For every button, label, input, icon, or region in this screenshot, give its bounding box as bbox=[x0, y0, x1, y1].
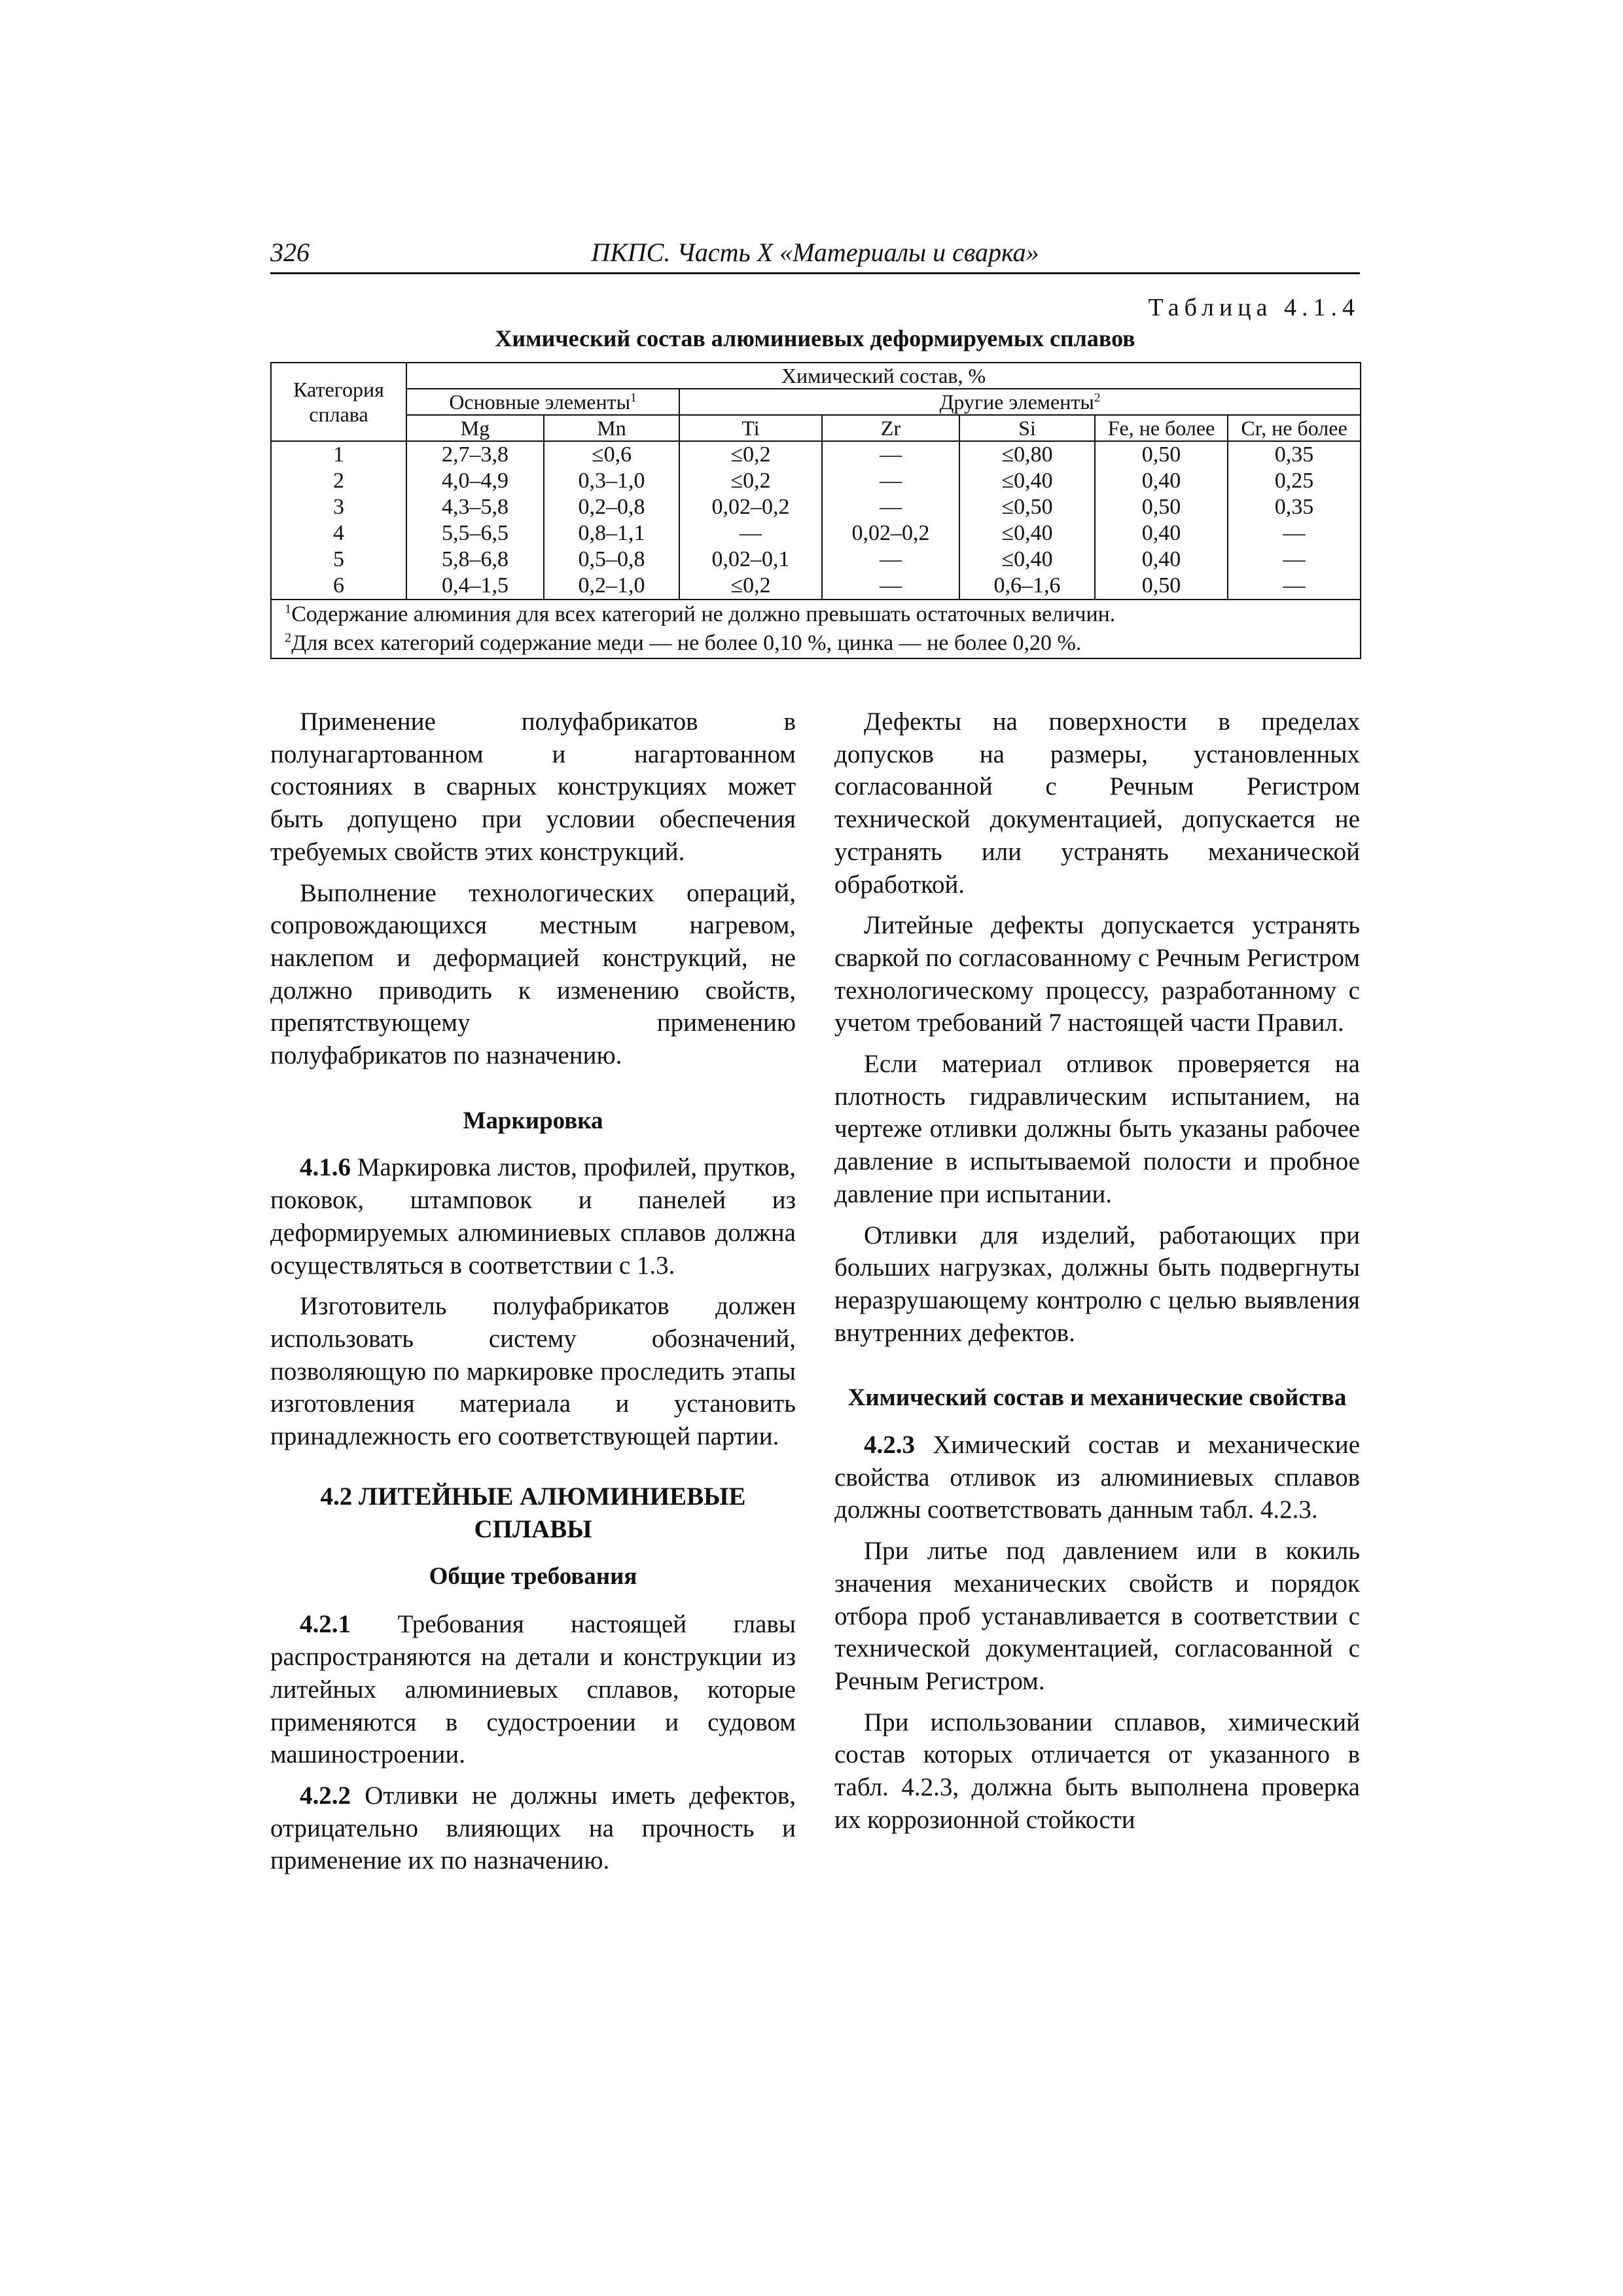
paragraph: 4.1.6 Маркировка листов, профилей, прутков, поковок, штамповок и панелей из деформируемых алюминиевых сплавов должна осуществляться в соответствии с 1.3. bbox=[270, 1153, 796, 1280]
section-heading: 4.2 ЛИТЕЙНЫЕ АЛЮМИНИЕВЫЕ СПЛАВЫ bbox=[320, 1482, 746, 1543]
paragraph: 4.2.1 Требования настоящей главы распространяются на детали и конструкции из литейных алюминиевых сплавов, которые применяются в судостроении и судовом машиностроении. bbox=[270, 1610, 796, 1769]
table-cell: — bbox=[1228, 547, 1361, 573]
left-column bbox=[270, 706, 796, 1886]
footnote-1: $^1$Содержание алюминия для всех категорий не должно превышать остаточных величин. bbox=[285, 601, 1116, 626]
table-cell: ≤0,2 bbox=[679, 468, 822, 494]
paragraph: Если материал отливок проверяется на плотность гидравлическим испытанием, на чертеже отливки должны быть указаны рабочее давление в испытываемой полости и пробное давление при испытании. bbox=[834, 1050, 1360, 1208]
table-cell: ≤0,50 bbox=[959, 494, 1095, 520]
paragraph: При использовании сплавов, химический состав которых отличается от указанного в табл. 4.2.3, должна быть выполнена проверка их коррозионной стойкости bbox=[834, 1708, 1360, 1834]
header-fe: Fe, не более bbox=[1095, 415, 1228, 441]
footnote-2: $^2$Для всех категорий содержание меди — не более 0,10 %, цинка — не более 0,20 %. bbox=[285, 630, 1082, 655]
header-rule bbox=[270, 272, 1360, 274]
table-cell: ≤0,2 bbox=[679, 573, 822, 600]
paragraph: Литейные дефекты допускается устранять сваркой по согласованному с Речным Регистром технологическому процессу, разработанному с учетом требований 7 настоящей части Правил. bbox=[834, 911, 1360, 1037]
table-cell: ≤0,40 bbox=[959, 520, 1095, 547]
table-cell: 4,0–4,9 bbox=[406, 468, 544, 494]
table-cell: ≤0,6 bbox=[544, 441, 679, 468]
table-cell: 0,4–1,5 bbox=[406, 573, 544, 600]
table-cell: ≤0,80 bbox=[959, 441, 1095, 468]
table-label: Таблица 4.1.4 bbox=[1148, 294, 1360, 321]
header-si: Si bbox=[959, 415, 1095, 441]
paragraph: Применение полуфабрикатов в полунагартованном и нагартованном состояниях в сварных конструкциях может быть допущено при условии обеспечения требуемых свойств этих конструкций. bbox=[270, 708, 796, 866]
header-ti: Ti bbox=[679, 415, 822, 441]
header-main-elements: Основные элементы$^1$ bbox=[406, 389, 679, 415]
table-cell: 0,40 bbox=[1095, 520, 1228, 547]
table-cell: — bbox=[822, 468, 959, 494]
table-row bbox=[271, 520, 1361, 547]
table-cell: — bbox=[822, 573, 959, 600]
table-caption: Химический состав алюминиевых деформируемых сплавов bbox=[495, 325, 1135, 351]
table-row bbox=[271, 547, 1361, 573]
page-number: 326 bbox=[270, 238, 310, 267]
table-cell: 0,5–0,8 bbox=[544, 547, 679, 573]
table-row bbox=[271, 441, 1361, 468]
subheading-general: Общие требования bbox=[429, 1562, 637, 1590]
table-cell: — bbox=[822, 494, 959, 520]
paragraph: Изготовитель полуфабрикатов должен использовать систему обозначений, позволяющую по маркировке проследить этапы изготовления материала и установить принадлежность его соответствующей партии. bbox=[270, 1292, 796, 1451]
table-cell: — bbox=[822, 547, 959, 573]
header-chem-composition: Химический состав, % bbox=[406, 363, 1361, 389]
table-cell: 0,50 bbox=[1095, 494, 1228, 520]
table-cell: 0,50 bbox=[1095, 441, 1228, 468]
table-cell: ≤0,40 bbox=[959, 468, 1095, 494]
table-cell: — bbox=[822, 441, 959, 468]
table-cell: 2 bbox=[271, 468, 406, 494]
subheading-marking: Маркировка bbox=[463, 1107, 603, 1134]
header-mn: Mn bbox=[544, 415, 679, 441]
table-cell: 0,3–1,0 bbox=[544, 468, 679, 494]
table-row bbox=[271, 468, 1361, 494]
table-cell: 6 bbox=[271, 573, 406, 600]
table-cell: 2,7–3,8 bbox=[406, 441, 544, 468]
table-cell: 0,40 bbox=[1095, 468, 1228, 494]
table-cell: 0,25 bbox=[1228, 468, 1361, 494]
paragraph: Дефекты на поверхности в пределах допусков на размеры, установленных согласованной с Речным Регистром технической документацией, допускается не устранять или устранять механической обработкой. bbox=[834, 708, 1360, 899]
table-cell: — bbox=[1228, 573, 1361, 600]
table-cell: 1 bbox=[271, 441, 406, 468]
table-cell: 0,02–0,2 bbox=[679, 494, 822, 520]
page-header bbox=[270, 237, 1360, 274]
table-cell: 5,5–6,5 bbox=[406, 520, 544, 547]
subheading-chem-mech: Химический состав и механические свойства bbox=[847, 1384, 1347, 1412]
table-cell: 0,35 bbox=[1228, 441, 1361, 468]
table-cell: 0,35 bbox=[1228, 494, 1361, 520]
table-cell: 0,02–0,2 bbox=[822, 520, 959, 547]
table-cell: — bbox=[1228, 520, 1361, 547]
table-cell: ≤0,2 bbox=[679, 441, 822, 468]
table-cell: 0,2–0,8 bbox=[544, 494, 679, 520]
table-cell: 4,3–5,8 bbox=[406, 494, 544, 520]
table-cell: 3 bbox=[271, 494, 406, 520]
table-cell: 5,8–6,8 bbox=[406, 547, 544, 573]
paragraph: Отливки для изделий, работающих при больших нагрузках, должны быть подвергнуты неразрушающему контролю с целью выявления внутренних дефектов. bbox=[834, 1221, 1360, 1347]
running-title: ПКПС. Часть X «Материалы и сварка» bbox=[591, 238, 1039, 267]
table-cell: ≤0,40 bbox=[959, 547, 1095, 573]
table-cell: 0,8–1,1 bbox=[544, 520, 679, 547]
header-cr: Cr, не более bbox=[1228, 415, 1361, 441]
right-column bbox=[834, 706, 1360, 1845]
paragraph: Выполнение технологических операций, сопровождающихся местным нагревом, наклепом и деформацией конструкций, не должно приводить к изменению свойств, препятствующему применению полуфабрикатов по назначению. bbox=[270, 878, 796, 1070]
paragraph: 4.2.2 Отливки не должны иметь дефектов, отрицательно влияющих на прочность и применение их по назначению. bbox=[270, 1781, 796, 1875]
header-other-elements: Другие элементы$^2$ bbox=[679, 389, 1361, 415]
table-cell: 0,2–1,0 bbox=[544, 573, 679, 600]
chemical-composition-table bbox=[270, 362, 1361, 659]
header-zr: Zr bbox=[822, 415, 959, 441]
table-row bbox=[271, 494, 1361, 520]
table-cell: 0,40 bbox=[1095, 547, 1228, 573]
table-cell: — bbox=[679, 520, 822, 547]
paragraph: При литье под давлением или в кокиль значения механических свойств и порядок отбора проб устанавливается в соответствии с технической документацией, согласованной с Речным Регистром. bbox=[834, 1537, 1360, 1695]
table-cell: 0,6–1,6 bbox=[959, 573, 1095, 600]
header-category: Категория сплава bbox=[271, 363, 406, 441]
table-footnotes bbox=[271, 600, 1361, 658]
table-cell: 4 bbox=[271, 520, 406, 547]
table-cell: 0,50 bbox=[1095, 573, 1228, 600]
table-row bbox=[271, 573, 1361, 600]
paragraph: 4.2.3 Химический состав и механические свойства отливок из алюминиевых сплавов должны соответствовать данным табл. 4.2.3. bbox=[834, 1431, 1361, 1524]
table-cell: 0,02–0,1 bbox=[679, 547, 822, 573]
header-mg: Mg bbox=[406, 415, 544, 441]
table-cell: 5 bbox=[271, 547, 406, 573]
